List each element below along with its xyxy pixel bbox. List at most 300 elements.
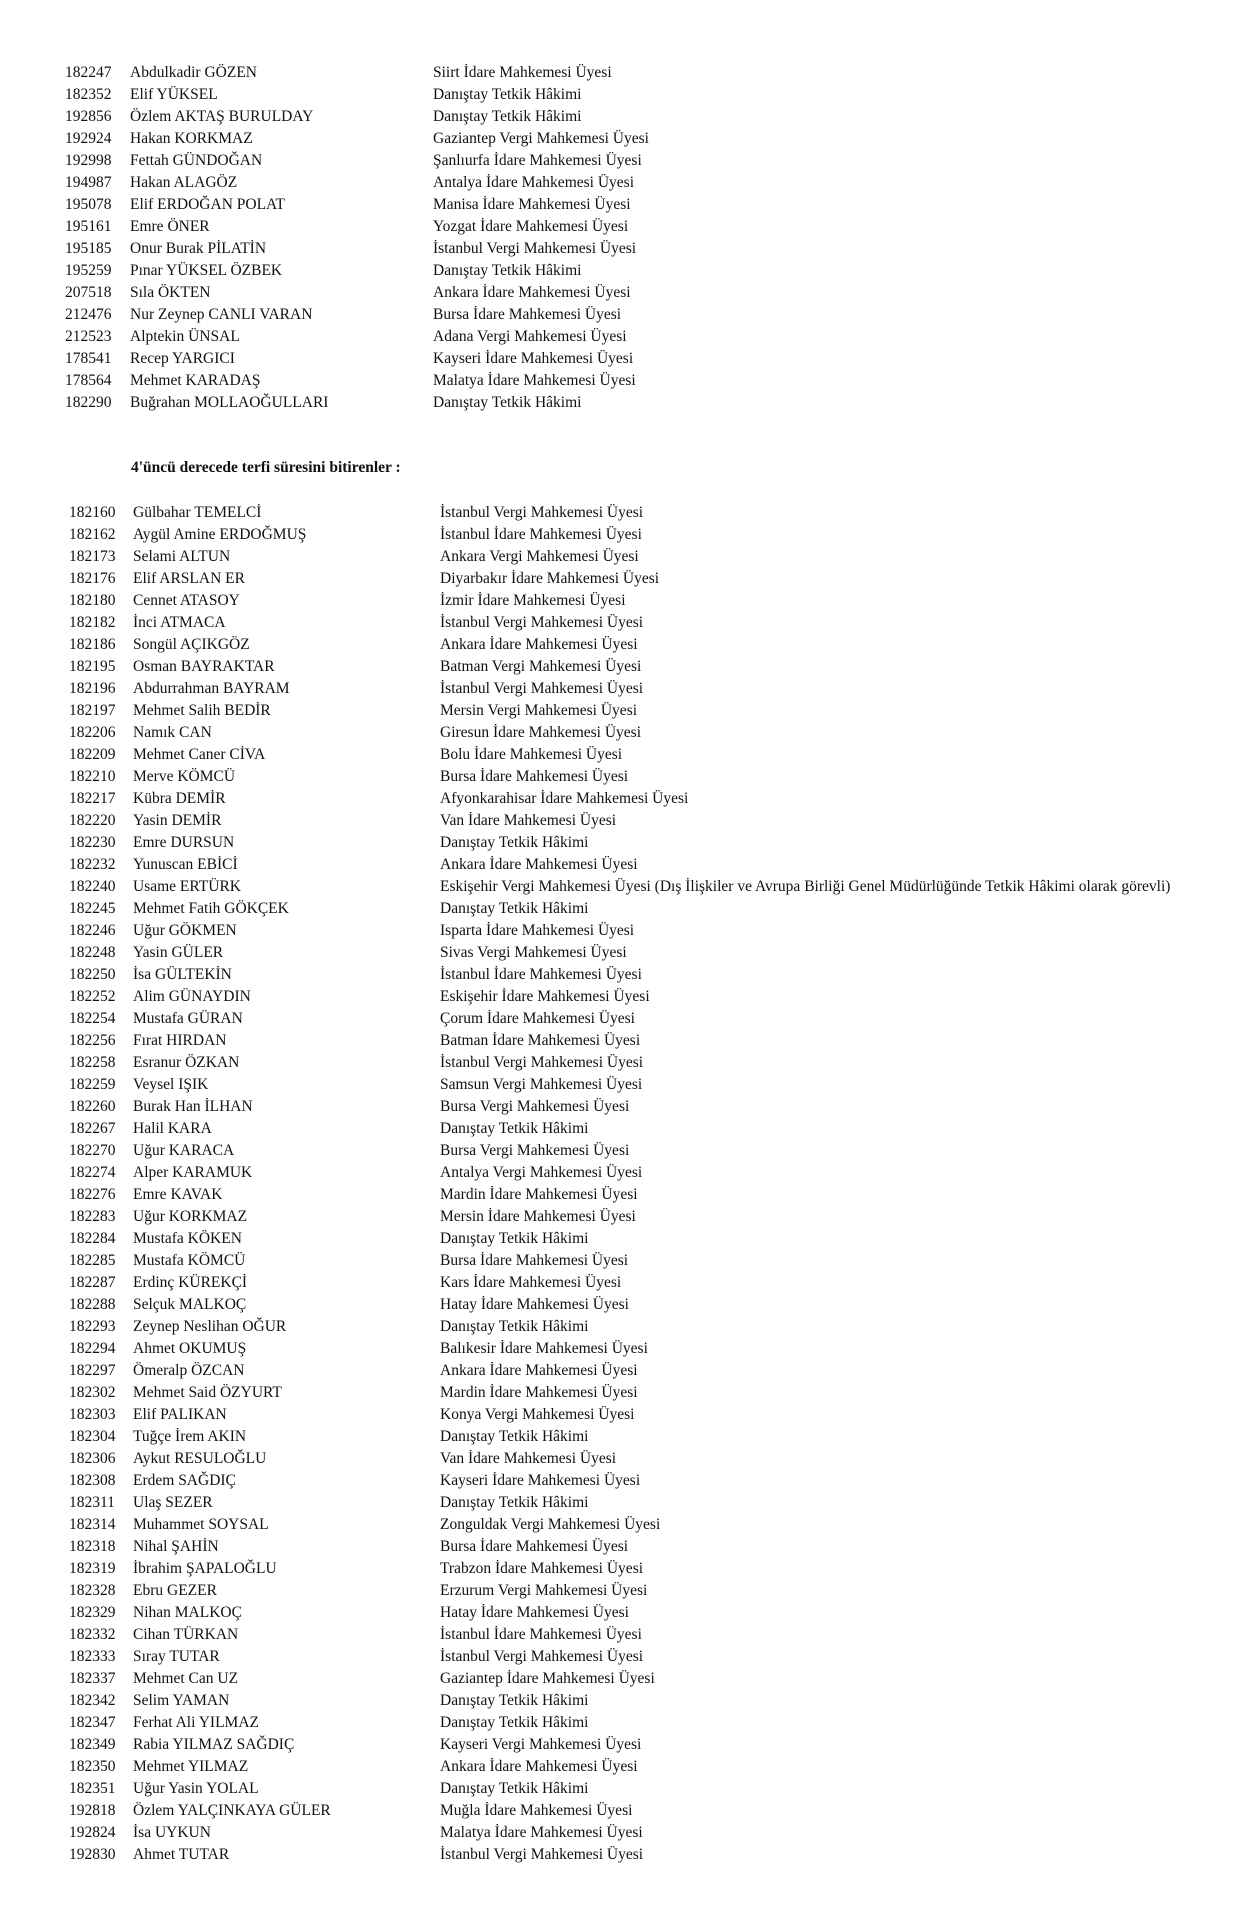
list-row bbox=[0, 1822, 1252, 1844]
list-row bbox=[0, 1382, 1252, 1404]
position-title: Antalya İdare Mahkemesi Üyesi bbox=[433, 174, 635, 191]
list-row bbox=[0, 1536, 1252, 1558]
list-row bbox=[0, 370, 1252, 392]
person-name: Esranur ÖZKAN bbox=[133, 1054, 240, 1071]
list-row bbox=[0, 876, 1252, 898]
person-name: Elif PALIKAN bbox=[133, 1406, 227, 1423]
list-row bbox=[0, 1228, 1252, 1250]
person-name: Mehmet Can UZ bbox=[133, 1670, 239, 1687]
position-title: Antalya Vergi Mahkemesi Üyesi bbox=[440, 1164, 643, 1181]
person-name: Aygül Amine ERDOĞMUŞ bbox=[133, 526, 307, 543]
position-title: Van İdare Mahkemesi Üyesi bbox=[440, 812, 617, 829]
person-name: Emre ÖNER bbox=[130, 218, 210, 235]
personnel-list-1 bbox=[0, 62, 1252, 414]
registry-number: 182267 bbox=[69, 1120, 116, 1137]
person-name: Veysel IŞIK bbox=[133, 1076, 209, 1093]
person-name: Emre DURSUN bbox=[133, 834, 235, 851]
list-row bbox=[0, 832, 1252, 854]
person-name: İnci ATMACA bbox=[133, 614, 226, 631]
person-name: Pınar YÜKSEL ÖZBEK bbox=[130, 262, 283, 279]
list-row bbox=[0, 1712, 1252, 1734]
registry-number: 182247 bbox=[65, 64, 112, 81]
list-row bbox=[0, 194, 1252, 216]
list-row bbox=[0, 1294, 1252, 1316]
list-row bbox=[0, 788, 1252, 810]
registry-number: 194987 bbox=[65, 174, 112, 191]
position-title: Danıştay Tetkik Hâkimi bbox=[440, 1714, 589, 1731]
position-title: Sivas Vergi Mahkemesi Üyesi bbox=[440, 944, 627, 961]
person-name: Emre KAVAK bbox=[133, 1186, 223, 1203]
person-name: Halil KARA bbox=[133, 1120, 212, 1137]
list-row bbox=[0, 1756, 1252, 1778]
list-row bbox=[0, 282, 1252, 304]
position-title: Bursa İdare Mahkemesi Üyesi bbox=[433, 306, 622, 323]
person-name: Kübra DEMİR bbox=[133, 790, 226, 807]
position-title: Kayseri İdare Mahkemesi Üyesi bbox=[440, 1472, 641, 1489]
position-title: İstanbul Vergi Mahkemesi Üyesi bbox=[433, 240, 637, 257]
position-title: Danıştay Tetkik Hâkimi bbox=[440, 1318, 589, 1335]
person-name: Ulaş SEZER bbox=[133, 1494, 213, 1511]
registry-number: 182319 bbox=[69, 1560, 116, 1577]
list-row bbox=[0, 568, 1252, 590]
position-title: Gaziantep İdare Mahkemesi Üyesi bbox=[440, 1670, 655, 1687]
list-row bbox=[0, 1448, 1252, 1470]
registry-number: 182186 bbox=[69, 636, 116, 653]
position-title: Mardin İdare Mahkemesi Üyesi bbox=[440, 1384, 638, 1401]
list-row bbox=[0, 392, 1252, 414]
section-heading: 4'üncü derecede terfi süresini bitirenler : bbox=[131, 459, 401, 476]
person-name: Rabia YILMAZ SAĞDIÇ bbox=[133, 1736, 295, 1753]
position-title: Manisa İdare Mahkemesi Üyesi bbox=[433, 196, 631, 213]
registry-number: 182288 bbox=[69, 1296, 116, 1313]
position-title: Ankara İdare Mahkemesi Üyesi bbox=[440, 856, 638, 873]
person-name: Abdulkadir GÖZEN bbox=[130, 64, 257, 81]
position-title: Van İdare Mahkemesi Üyesi bbox=[440, 1450, 617, 1467]
position-title: Trabzon İdare Mahkemesi Üyesi bbox=[440, 1560, 644, 1577]
person-name: Mehmet Said ÖZYURT bbox=[133, 1384, 282, 1401]
position-title: Ankara İdare Mahkemesi Üyesi bbox=[440, 1758, 638, 1775]
registry-number: 192824 bbox=[69, 1824, 116, 1841]
list-row bbox=[0, 590, 1252, 612]
list-row bbox=[0, 1162, 1252, 1184]
position-title: Mersin İdare Mahkemesi Üyesi bbox=[440, 1208, 636, 1225]
position-title: Danıştay Tetkik Hâkimi bbox=[440, 1230, 589, 1247]
list-row bbox=[0, 1030, 1252, 1052]
person-name: Burak Han İLHAN bbox=[133, 1098, 253, 1115]
position-title: Hatay İdare Mahkemesi Üyesi bbox=[440, 1296, 629, 1313]
position-title: Danıştay Tetkik Hâkimi bbox=[440, 1428, 589, 1445]
list-row bbox=[0, 1250, 1252, 1272]
registry-number: 182294 bbox=[69, 1340, 116, 1357]
registry-number: 182329 bbox=[69, 1604, 116, 1621]
list-row bbox=[0, 678, 1252, 700]
list-row bbox=[0, 502, 1252, 524]
position-title: Bursa İdare Mahkemesi Üyesi bbox=[440, 768, 629, 785]
position-title: Bursa İdare Mahkemesi Üyesi bbox=[440, 1538, 629, 1555]
list-row bbox=[0, 1602, 1252, 1624]
registry-number: 195161 bbox=[65, 218, 112, 235]
person-name: Mehmet KARADAŞ bbox=[130, 372, 261, 389]
person-name: Elif ERDOĞAN POLAT bbox=[130, 196, 285, 213]
person-name: Alper KARAMUK bbox=[133, 1164, 253, 1181]
list-row bbox=[0, 986, 1252, 1008]
position-title: Bolu İdare Mahkemesi Üyesi bbox=[440, 746, 623, 763]
person-name: Songül AÇIKGÖZ bbox=[133, 636, 250, 653]
person-name: Ahmet TUTAR bbox=[133, 1846, 230, 1863]
list-row bbox=[0, 1140, 1252, 1162]
list-row bbox=[0, 1624, 1252, 1646]
person-name: Nihan MALKOÇ bbox=[133, 1604, 242, 1621]
list-row bbox=[0, 1514, 1252, 1536]
person-name: Namık CAN bbox=[133, 724, 212, 741]
list-row bbox=[0, 172, 1252, 194]
registry-number: 182256 bbox=[69, 1032, 116, 1049]
person-name: Fettah GÜNDOĞAN bbox=[130, 152, 263, 169]
list-row bbox=[0, 1844, 1252, 1866]
registry-number: 182209 bbox=[69, 746, 116, 763]
list-row bbox=[0, 898, 1252, 920]
list-row bbox=[0, 1800, 1252, 1822]
list-row bbox=[0, 1690, 1252, 1712]
position-title: Danıştay Tetkik Hâkimi bbox=[440, 1692, 589, 1709]
registry-number: 182308 bbox=[69, 1472, 116, 1489]
list-row bbox=[0, 546, 1252, 568]
list-row bbox=[0, 1734, 1252, 1756]
registry-number: 192924 bbox=[65, 130, 112, 147]
position-title: Danıştay Tetkik Hâkimi bbox=[440, 1494, 589, 1511]
person-name: Ahmet OKUMUŞ bbox=[133, 1340, 247, 1357]
list-row bbox=[0, 84, 1252, 106]
position-title: Danıştay Tetkik Hâkimi bbox=[440, 900, 589, 917]
person-name: Cennet ATASOY bbox=[133, 592, 240, 609]
registry-number: 182337 bbox=[69, 1670, 116, 1687]
person-name: Nur Zeynep CANLI VARAN bbox=[130, 306, 313, 323]
position-title: Çorum İdare Mahkemesi Üyesi bbox=[440, 1010, 635, 1027]
registry-number: 182162 bbox=[69, 526, 116, 543]
registry-number: 182160 bbox=[69, 504, 116, 521]
person-name: İsa UYKUN bbox=[133, 1824, 211, 1841]
person-name: Özlem AKTAŞ BURULDAY bbox=[130, 108, 314, 125]
person-name: Gülbahar TEMELCİ bbox=[133, 504, 262, 521]
person-name: Uğur KARACA bbox=[133, 1142, 235, 1159]
position-title: İstanbul İdare Mahkemesi Üyesi bbox=[440, 966, 642, 983]
position-title: Şanlıurfa İdare Mahkemesi Üyesi bbox=[433, 152, 642, 169]
registry-number: 182283 bbox=[69, 1208, 116, 1225]
registry-number: 182274 bbox=[69, 1164, 116, 1181]
position-title: Kars İdare Mahkemesi Üyesi bbox=[440, 1274, 622, 1291]
person-name: Muhammet SOYSAL bbox=[133, 1516, 269, 1533]
person-name: Uğur GÖKMEN bbox=[133, 922, 237, 939]
registry-number: 182351 bbox=[69, 1780, 116, 1797]
list-row bbox=[0, 1184, 1252, 1206]
person-name: Aykut RESULOĞLU bbox=[133, 1450, 267, 1467]
registry-number: 182328 bbox=[69, 1582, 116, 1599]
person-name: Nihal ŞAHİN bbox=[133, 1538, 219, 1555]
person-name: Alim GÜNAYDIN bbox=[133, 988, 251, 1005]
person-name: Yasin DEMİR bbox=[133, 812, 222, 829]
list-row bbox=[0, 810, 1252, 832]
registry-number: 182220 bbox=[69, 812, 116, 829]
position-title: Mersin Vergi Mahkemesi Üyesi bbox=[440, 702, 638, 719]
position-title: Ankara Vergi Mahkemesi Üyesi bbox=[440, 548, 639, 565]
registry-number: 182195 bbox=[69, 658, 116, 675]
list-row bbox=[0, 1360, 1252, 1382]
position-title: İstanbul Vergi Mahkemesi Üyesi bbox=[440, 504, 644, 521]
person-name: Özlem YALÇINKAYA GÜLER bbox=[133, 1802, 331, 1819]
registry-number: 182210 bbox=[69, 768, 116, 785]
registry-number: 182260 bbox=[69, 1098, 116, 1115]
position-title: İstanbul İdare Mahkemesi Üyesi bbox=[440, 1626, 642, 1643]
person-name: Recep YARGICI bbox=[130, 350, 235, 367]
list-row bbox=[0, 1206, 1252, 1228]
registry-number: 182254 bbox=[69, 1010, 116, 1027]
registry-number: 182352 bbox=[65, 86, 112, 103]
list-row bbox=[0, 128, 1252, 150]
position-title: Yozgat İdare Mahkemesi Üyesi bbox=[433, 218, 629, 235]
person-name: Ebru GEZER bbox=[133, 1582, 217, 1599]
registry-number: 182196 bbox=[69, 680, 116, 697]
registry-number: 182258 bbox=[69, 1054, 116, 1071]
person-name: Sıray TUTAR bbox=[133, 1648, 220, 1665]
position-title: Samsun Vergi Mahkemesi Üyesi bbox=[440, 1076, 643, 1093]
list-row bbox=[0, 1492, 1252, 1514]
registry-number: 182304 bbox=[69, 1428, 116, 1445]
position-title: Kayseri İdare Mahkemesi Üyesi bbox=[433, 350, 634, 367]
list-row bbox=[0, 106, 1252, 128]
list-row bbox=[0, 62, 1252, 84]
list-row bbox=[0, 656, 1252, 678]
list-row bbox=[0, 1580, 1252, 1602]
position-title: Hatay İdare Mahkemesi Üyesi bbox=[440, 1604, 629, 1621]
list-row bbox=[0, 942, 1252, 964]
registry-number: 182303 bbox=[69, 1406, 116, 1423]
person-name: Ferhat Ali YILMAZ bbox=[133, 1714, 259, 1731]
registry-number: 182248 bbox=[69, 944, 116, 961]
person-name: Hakan KORKMAZ bbox=[130, 130, 253, 147]
registry-number: 182285 bbox=[69, 1252, 116, 1269]
person-name: Tuğçe İrem AKIN bbox=[133, 1428, 247, 1445]
registry-number: 192998 bbox=[65, 152, 112, 169]
list-row bbox=[0, 1778, 1252, 1800]
registry-number: 182333 bbox=[69, 1648, 116, 1665]
position-title: Ankara İdare Mahkemesi Üyesi bbox=[433, 284, 631, 301]
registry-number: 178541 bbox=[65, 350, 112, 367]
registry-number: 182347 bbox=[69, 1714, 116, 1731]
position-title: İstanbul İdare Mahkemesi Üyesi bbox=[440, 526, 642, 543]
list-row bbox=[0, 1316, 1252, 1338]
registry-number: 195078 bbox=[65, 196, 112, 213]
position-title: İzmir İdare Mahkemesi Üyesi bbox=[440, 592, 626, 609]
person-name: Uğur KORKMAZ bbox=[133, 1208, 248, 1225]
person-name: Osman BAYRAKTAR bbox=[133, 658, 275, 675]
person-name: Sıla ÖKTEN bbox=[130, 284, 211, 301]
list-row bbox=[0, 304, 1252, 326]
registry-number: 212476 bbox=[65, 306, 112, 323]
position-title: Malatya İdare Mahkemesi Üyesi bbox=[440, 1824, 643, 1841]
registry-number: 182287 bbox=[69, 1274, 116, 1291]
registry-number: 182314 bbox=[69, 1516, 116, 1533]
registry-number: 182197 bbox=[69, 702, 116, 719]
person-name: Alptekin ÜNSAL bbox=[130, 328, 240, 345]
list-row bbox=[0, 260, 1252, 282]
registry-number: 182311 bbox=[69, 1494, 115, 1511]
person-name: Yunuscan EBİCİ bbox=[133, 856, 238, 873]
position-title: Bursa Vergi Mahkemesi Üyesi bbox=[440, 1098, 630, 1115]
registry-number: 182232 bbox=[69, 856, 116, 873]
registry-number: 182206 bbox=[69, 724, 116, 741]
position-title: İstanbul Vergi Mahkemesi Üyesi bbox=[440, 1846, 644, 1863]
list-row bbox=[0, 634, 1252, 656]
list-row bbox=[0, 326, 1252, 348]
registry-number: 182349 bbox=[69, 1736, 116, 1753]
position-title: Danıştay Tetkik Hâkimi bbox=[440, 834, 589, 851]
person-name: Mustafa GÜRAN bbox=[133, 1010, 243, 1027]
personnel-list-2 bbox=[0, 502, 1252, 1866]
person-name: Buğrahan MOLLAOĞULLARI bbox=[130, 394, 329, 411]
registry-number: 182290 bbox=[65, 394, 112, 411]
list-row bbox=[0, 238, 1252, 260]
registry-number: 182252 bbox=[69, 988, 116, 1005]
list-row bbox=[0, 524, 1252, 546]
list-row bbox=[0, 1052, 1252, 1074]
list-row bbox=[0, 1470, 1252, 1492]
list-row bbox=[0, 700, 1252, 722]
registry-number: 178564 bbox=[65, 372, 112, 389]
position-title: İstanbul Vergi Mahkemesi Üyesi bbox=[440, 1648, 644, 1665]
person-name: Hakan ALAGÖZ bbox=[130, 174, 238, 191]
position-title: Adana Vergi Mahkemesi Üyesi bbox=[433, 328, 627, 345]
position-title: Ankara İdare Mahkemesi Üyesi bbox=[440, 636, 638, 653]
person-name: Merve KÖMCÜ bbox=[133, 768, 236, 785]
registry-number: 182245 bbox=[69, 900, 116, 917]
registry-number: 182180 bbox=[69, 592, 116, 609]
position-title: İstanbul Vergi Mahkemesi Üyesi bbox=[440, 680, 644, 697]
list-row bbox=[0, 216, 1252, 238]
position-title: Isparta İdare Mahkemesi Üyesi bbox=[440, 922, 635, 939]
position-title: Erzurum Vergi Mahkemesi Üyesi bbox=[440, 1582, 648, 1599]
position-title: Danıştay Tetkik Hâkimi bbox=[440, 1120, 589, 1137]
list-row bbox=[0, 1008, 1252, 1030]
registry-number: 182217 bbox=[69, 790, 116, 807]
position-title: Batman Vergi Mahkemesi Üyesi bbox=[440, 658, 642, 675]
list-row bbox=[0, 1404, 1252, 1426]
person-name: Selçuk MALKOÇ bbox=[133, 1296, 247, 1313]
registry-number: 192818 bbox=[69, 1802, 116, 1819]
position-title: Siirt İdare Mahkemesi Üyesi bbox=[433, 64, 612, 81]
list-row bbox=[0, 348, 1252, 370]
registry-number: 182297 bbox=[69, 1362, 116, 1379]
registry-number: 182270 bbox=[69, 1142, 116, 1159]
position-title: Danıştay Tetkik Hâkimi bbox=[433, 108, 582, 125]
position-title: Danıştay Tetkik Hâkimi bbox=[433, 86, 582, 103]
person-name: Selim YAMAN bbox=[133, 1692, 230, 1709]
position-title: Bursa Vergi Mahkemesi Üyesi bbox=[440, 1142, 630, 1159]
registry-number: 182332 bbox=[69, 1626, 116, 1643]
position-title: Batman İdare Mahkemesi Üyesi bbox=[440, 1032, 641, 1049]
position-title: Danıştay Tetkik Hâkimi bbox=[440, 1780, 589, 1797]
person-name: Elif YÜKSEL bbox=[130, 86, 218, 103]
position-title: Giresun İdare Mahkemesi Üyesi bbox=[440, 724, 642, 741]
position-title: Eskişehir Vergi Mahkemesi Üyesi (Dış İlişkiler ve Avrupa Birliği Genel Müdürlüğünde Tetkik Hâkimi olarak görevli) bbox=[440, 878, 1171, 895]
list-row bbox=[0, 964, 1252, 986]
list-row bbox=[0, 722, 1252, 744]
position-title: Ankara İdare Mahkemesi Üyesi bbox=[440, 1362, 638, 1379]
list-row bbox=[0, 1646, 1252, 1668]
position-title: Muğla İdare Mahkemesi Üyesi bbox=[440, 1802, 633, 1819]
position-title: Gaziantep Vergi Mahkemesi Üyesi bbox=[433, 130, 649, 147]
registry-number: 182250 bbox=[69, 966, 116, 983]
position-title: Eskişehir İdare Mahkemesi Üyesi bbox=[440, 988, 650, 1005]
registry-number: 182230 bbox=[69, 834, 116, 851]
list-row bbox=[0, 920, 1252, 942]
position-title: Zonguldak Vergi Mahkemesi Üyesi bbox=[440, 1516, 661, 1533]
list-row bbox=[0, 1668, 1252, 1690]
list-row bbox=[0, 1426, 1252, 1448]
person-name: Usame ERTÜRK bbox=[133, 878, 241, 895]
position-title: İstanbul Vergi Mahkemesi Üyesi bbox=[440, 614, 644, 631]
person-name: İsa GÜLTEKİN bbox=[133, 966, 232, 983]
registry-number: 182302 bbox=[69, 1384, 116, 1401]
person-name: Mustafa KÖMCÜ bbox=[133, 1252, 246, 1269]
list-row bbox=[0, 1272, 1252, 1294]
registry-number: 192830 bbox=[69, 1846, 116, 1863]
registry-number: 182350 bbox=[69, 1758, 116, 1775]
person-name: Erdem SAĞDIÇ bbox=[133, 1472, 236, 1489]
registry-number: 182293 bbox=[69, 1318, 116, 1335]
position-title: Kayseri Vergi Mahkemesi Üyesi bbox=[440, 1736, 642, 1753]
person-name: Mehmet Fatih GÖKÇEK bbox=[133, 900, 289, 917]
position-title: Afyonkarahisar İdare Mahkemesi Üyesi bbox=[440, 790, 689, 807]
person-name: Abdurrahman BAYRAM bbox=[133, 680, 290, 697]
person-name: Mustafa KÖKEN bbox=[133, 1230, 242, 1247]
list-row bbox=[0, 1338, 1252, 1360]
registry-number: 182318 bbox=[69, 1538, 116, 1555]
registry-number: 182240 bbox=[69, 878, 116, 895]
registry-number: 182306 bbox=[69, 1450, 116, 1467]
position-title: Malatya İdare Mahkemesi Üyesi bbox=[433, 372, 636, 389]
person-name: İbrahim ŞAPALOĞLU bbox=[133, 1560, 277, 1577]
registry-number: 207518 bbox=[65, 284, 112, 301]
registry-number: 182276 bbox=[69, 1186, 116, 1203]
person-name: Cihan TÜRKAN bbox=[133, 1626, 239, 1643]
list-row bbox=[0, 766, 1252, 788]
registry-number: 182342 bbox=[69, 1692, 116, 1709]
position-title: Mardin İdare Mahkemesi Üyesi bbox=[440, 1186, 638, 1203]
person-name: Fırat HIRDAN bbox=[133, 1032, 227, 1049]
position-title: Balıkesir İdare Mahkemesi Üyesi bbox=[440, 1340, 648, 1357]
registry-number: 195185 bbox=[65, 240, 112, 257]
position-title: Danıştay Tetkik Hâkimi bbox=[433, 394, 582, 411]
person-name: Mehmet YILMAZ bbox=[133, 1758, 249, 1775]
list-row bbox=[0, 1558, 1252, 1580]
position-title: Bursa İdare Mahkemesi Üyesi bbox=[440, 1252, 629, 1269]
person-name: Onur Burak PİLATİN bbox=[130, 240, 267, 257]
person-name: Mehmet Caner CİVA bbox=[133, 746, 266, 763]
person-name: Erdinç KÜREKÇİ bbox=[133, 1274, 248, 1291]
position-title: Danıştay Tetkik Hâkimi bbox=[433, 262, 582, 279]
registry-number: 212523 bbox=[65, 328, 112, 345]
person-name: Elif ARSLAN ER bbox=[133, 570, 245, 587]
person-name: Zeynep Neslihan OĞUR bbox=[133, 1318, 287, 1335]
person-name: Ömeralp ÖZCAN bbox=[133, 1362, 245, 1379]
position-title: Diyarbakır İdare Mahkemesi Üyesi bbox=[440, 570, 660, 587]
list-row bbox=[0, 744, 1252, 766]
registry-number: 182176 bbox=[69, 570, 116, 587]
registry-number: 182284 bbox=[69, 1230, 116, 1247]
registry-number: 182259 bbox=[69, 1076, 116, 1093]
person-name: Uğur Yasin YOLAL bbox=[133, 1780, 259, 1797]
list-row bbox=[0, 854, 1252, 876]
